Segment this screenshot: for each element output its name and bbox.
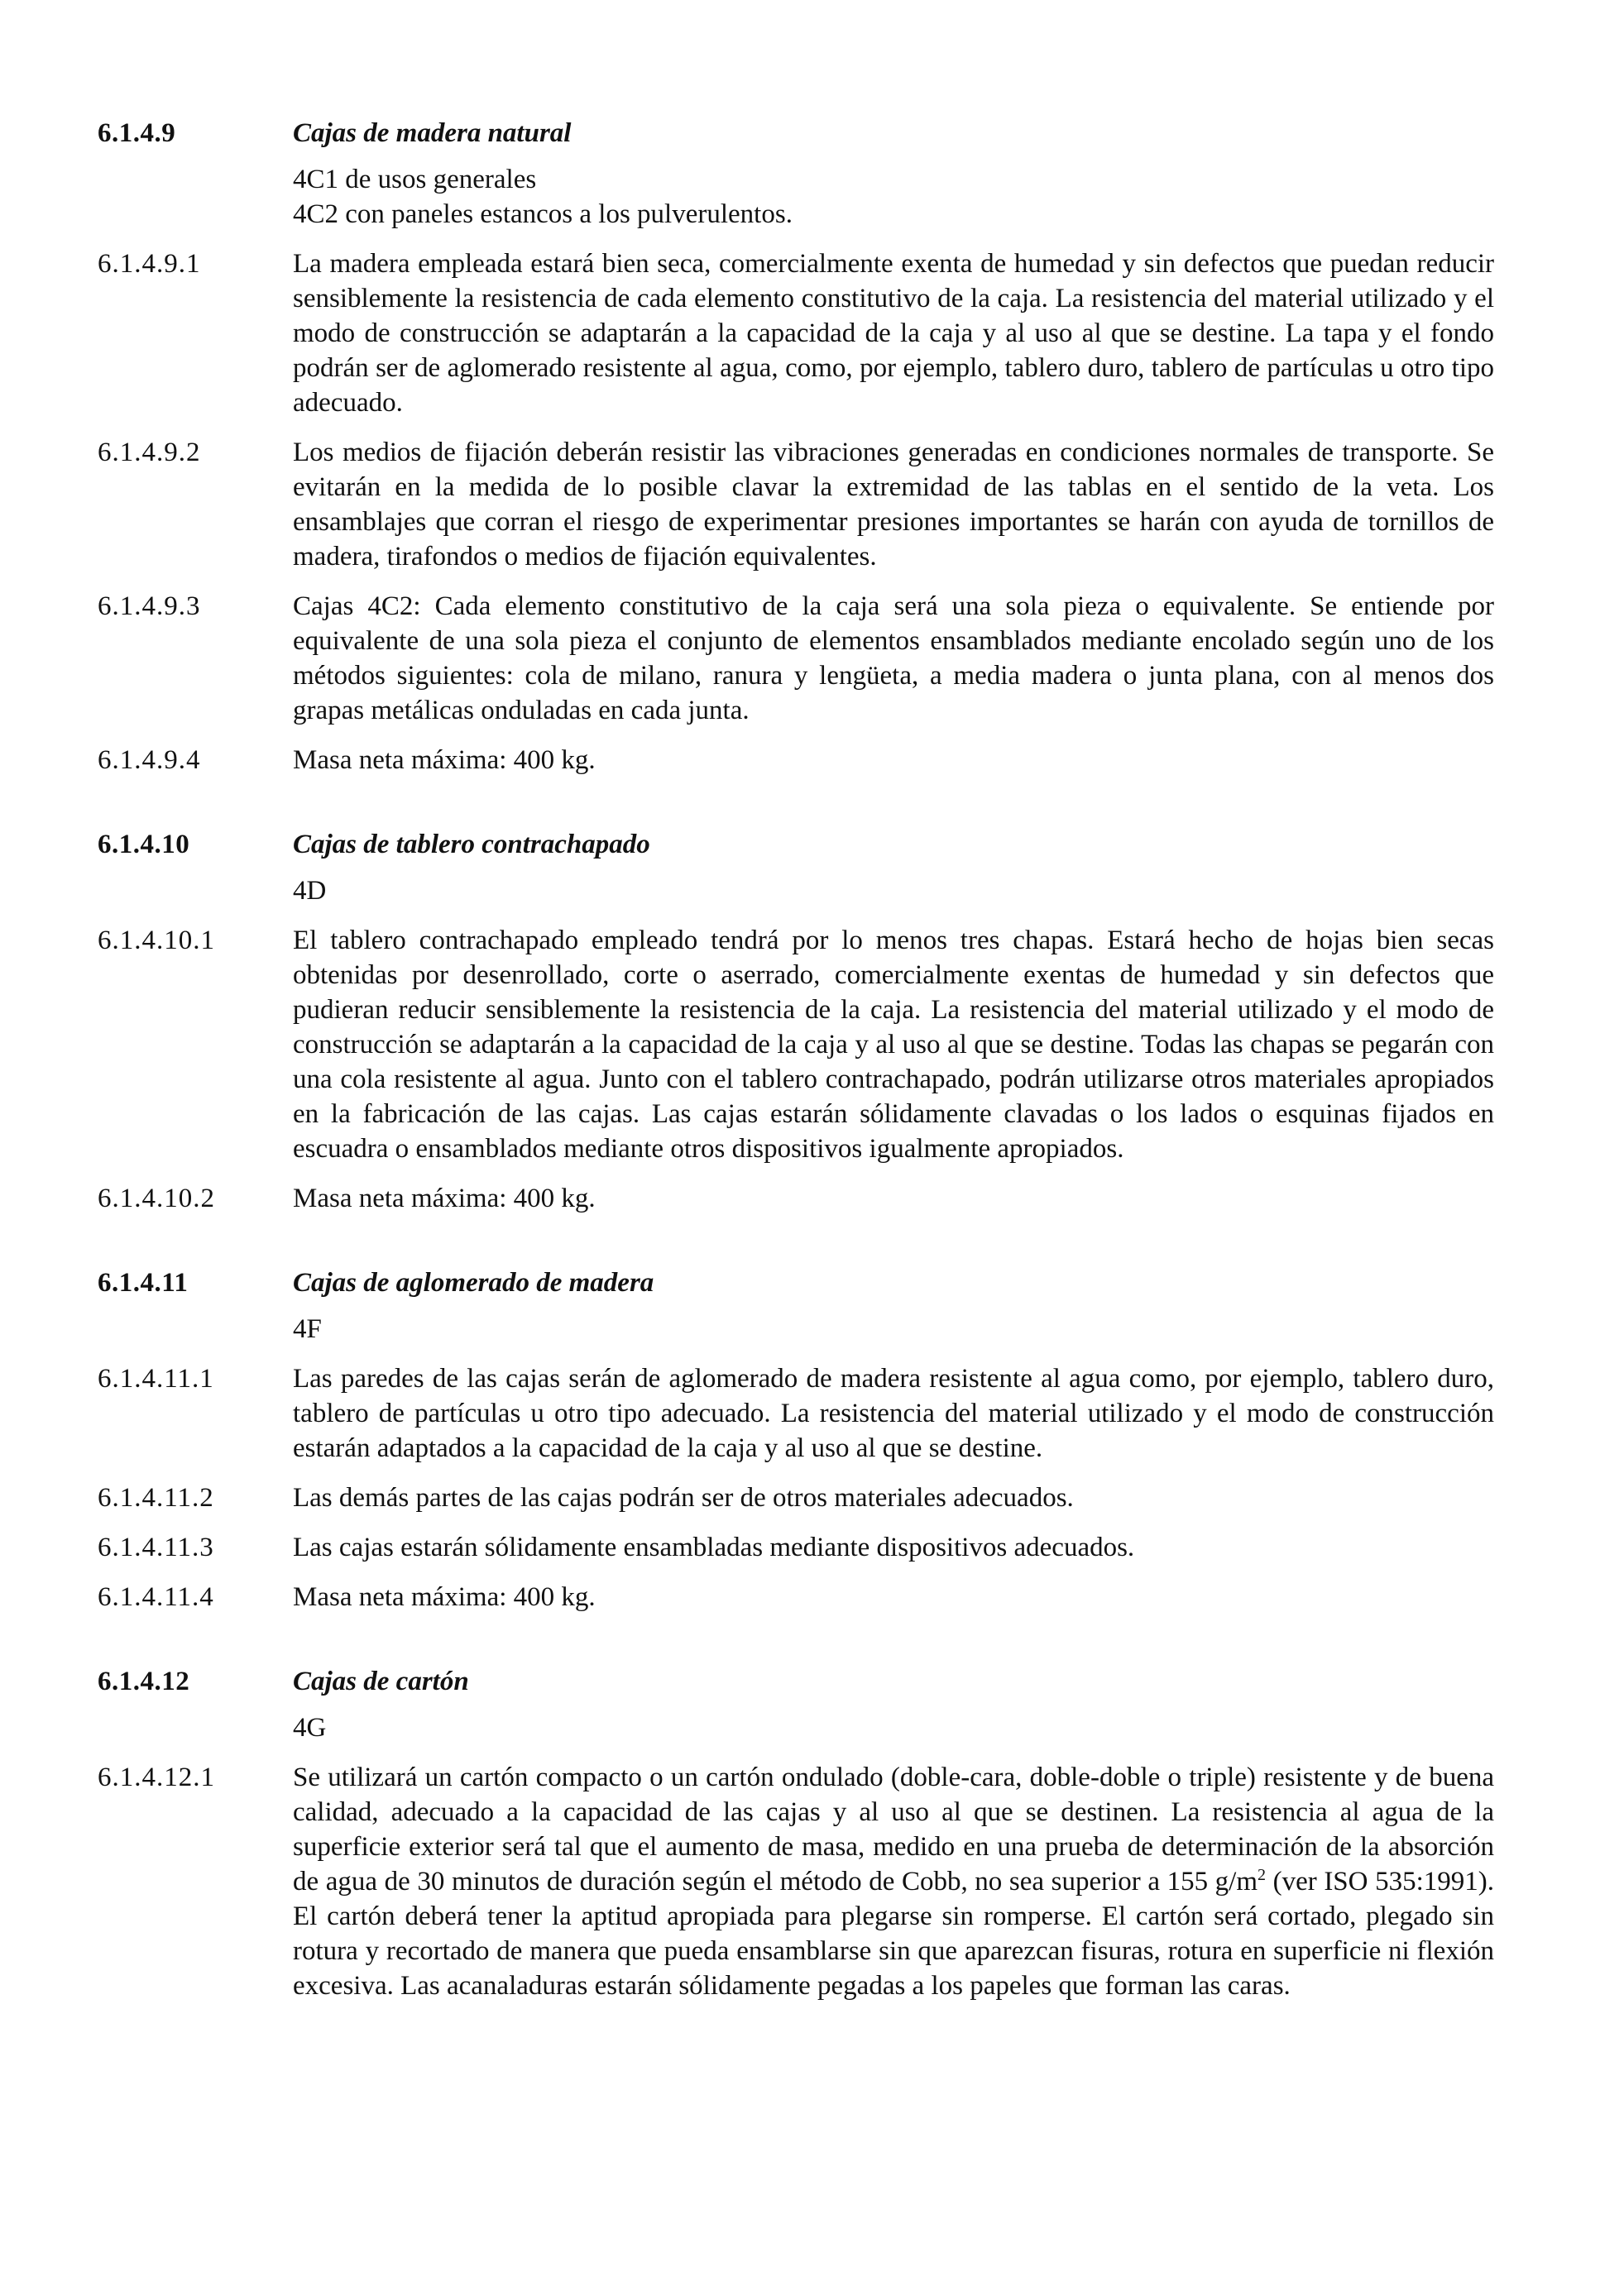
packaging-code: 4G <box>293 1713 327 1743</box>
section-title: Cajas de aglomerado de madera <box>293 1268 654 1298</box>
paragraph <box>98 435 1494 574</box>
paragraph <box>98 1480 1494 1515</box>
paragraph-text-part: (ver ISO 535:1991). El cartón deberá tener la aptitud apropiada para plegarse sin romperse. El cartón será cortado, plegado sin rotura y recortado de manera que pueda ensamblarse sin que aparezcan fisuras, rotura en superficie ni flexión excesiva. Las acanaladuras estarán sólidamente pegadas a los papeles que forman las caras. <box>293 1867 1494 2001</box>
paragraph-number: 6.1.4.12.1 <box>98 1763 215 1792</box>
paragraph-text: Las paredes de las cajas serán de aglomerado de madera resistente al agua como, por ejemplo, tablero duro, tablero de partículas u otro tipo adecuado. La resistencia del material utilizado y el modo de construcción estarán adaptados a la capacidad de la caja y al uso al que se destine. <box>293 1364 1494 1463</box>
paragraph <box>98 1760 1494 2003</box>
section-number: 6.1.4.10 <box>98 830 190 859</box>
paragraph-number: 6.1.4.10.1 <box>98 926 215 955</box>
packaging-code: 4F <box>293 1314 322 1344</box>
packaging-code: 4C2 con paneles estancos a los pulverulentos. <box>293 199 793 229</box>
paragraph-text: Las cajas estarán sólidamente ensambladas mediante dispositivos adecuados. <box>293 1533 1135 1562</box>
paragraph-number: 6.1.4.11.3 <box>98 1533 214 1562</box>
paragraph-text: Masa neta máxima: 400 kg. <box>293 745 596 775</box>
packaging-codes <box>98 1312 1494 1347</box>
section-heading <box>98 1265 1494 1300</box>
paragraph-number: 6.1.4.9.3 <box>98 591 201 621</box>
paragraph <box>98 1580 1494 1614</box>
section-number: 6.1.4.9 <box>98 118 176 148</box>
packaging-code: 4D <box>293 876 327 906</box>
paragraph-text <box>293 1760 1494 2003</box>
paragraph <box>98 246 1494 420</box>
paragraph-text-part: Se utilizará un cartón compacto o un cartón ondulado (doble-cara, doble-doble o triple) resistente y de buena calidad, adecuado a la capacidad de las cajas y al uso al que se destinen. La resistencia al agua de la superficie exterior será tal que el aumento de masa, medido en una prueba de determinación de la absorción de agua de 30 minutos de duración según el método de Cobb, no sea superior a 155 g/m <box>293 1763 1494 1897</box>
paragraph-number: 6.1.4.9.1 <box>98 249 201 279</box>
section-heading <box>98 116 1494 151</box>
paragraph-text: Cajas 4C2: Cada elemento constitutivo de la caja será una sola pieza o equivalente. Se entiende por equivalente de una sola pieza el conjunto de elementos ensamblados mediante encolado según uno de los métodos siguientes: cola de milano, ranura y lengüeta, a media madera o junta plana, con al menos dos grapas metálicas onduladas en cada junta. <box>293 591 1494 725</box>
paragraph <box>98 1530 1494 1565</box>
paragraph-text: Los medios de fijación deberán resistir las vibraciones generadas en condiciones normales de transporte. Se evitarán en la medida de lo posible clavar la extremidad de las tablas en el sentido de la veta. Los ensamblajes que corran el riesgo de experimentar presiones importantes se harán con ayuda de tornillos de madera, tirafondos o medios de fijación equivalentes. <box>293 438 1494 572</box>
section-heading <box>98 827 1494 862</box>
paragraph-number: 6.1.4.11.2 <box>98 1483 214 1513</box>
paragraph <box>98 1361 1494 1466</box>
paragraph-text: Las demás partes de las cajas podrán ser de otros materiales adecuados. <box>293 1483 1074 1513</box>
section-number: 6.1.4.11 <box>98 1268 189 1298</box>
section-heading <box>98 1664 1494 1699</box>
paragraph-text: El tablero contrachapado empleado tendrá por lo menos tres chapas. Estará hecho de hojas bien secas obtenidas por desenrollado, corte o aserrado, comercialmente exentas de humedad y sin defectos que pudieran reducir sensiblemente la resistencia de la caja. La resistencia del material utilizado y el modo de construcción se adaptarán a la capacidad de la caja y al uso al que se destine. Todas las chapas se pegarán con una cola resistente al agua. Junto con el tablero contrachapado, podrán utilizarse otros materiales apropiados en la fabricación de las cajas. Las cajas estarán sólidamente clavadas o los lados o esquinas fijados en escuadra o ensamblados mediante otros dispositivos igualmente apropiados. <box>293 926 1494 1164</box>
paragraph-number: 6.1.4.9.4 <box>98 745 201 775</box>
packaging-codes <box>98 873 1494 908</box>
paragraph <box>98 1181 1494 1216</box>
paragraph <box>98 589 1494 728</box>
packaging-codes <box>98 162 1494 232</box>
paragraph-number: 6.1.4.9.2 <box>98 438 201 467</box>
paragraph <box>98 743 1494 777</box>
packaging-codes <box>98 1710 1494 1745</box>
section-number: 6.1.4.12 <box>98 1667 190 1696</box>
paragraph <box>98 923 1494 1166</box>
paragraph-number: 6.1.4.11.4 <box>98 1582 214 1612</box>
packaging-code: 4C1 de usos generales <box>293 165 537 194</box>
section-title: Cajas de cartón <box>293 1667 469 1696</box>
paragraph-text: Masa neta máxima: 400 kg. <box>293 1582 596 1612</box>
paragraph-number: 6.1.4.11.1 <box>98 1364 214 1394</box>
section-title: Cajas de madera natural <box>293 118 572 148</box>
document-page <box>98 116 1494 2003</box>
superscript: 2 <box>1258 1866 1267 1884</box>
section-title: Cajas de tablero contrachapado <box>293 830 650 859</box>
paragraph-text: La madera empleada estará bien seca, comercialmente exenta de humedad y sin defectos que puedan reducir sensiblemente la resistencia de cada elemento constitutivo de la caja. La resistencia del material utilizado y el modo de construcción se adaptarán a la capacidad de la caja y al uso al que se destine. La tapa y el fondo podrán ser de aglomerado resistente al agua, como, por ejemplo, tablero duro, tablero de partículas u otro tipo adecuado. <box>293 249 1494 418</box>
paragraph-text: Masa neta máxima: 400 kg. <box>293 1184 596 1213</box>
paragraph-number: 6.1.4.10.2 <box>98 1184 215 1213</box>
